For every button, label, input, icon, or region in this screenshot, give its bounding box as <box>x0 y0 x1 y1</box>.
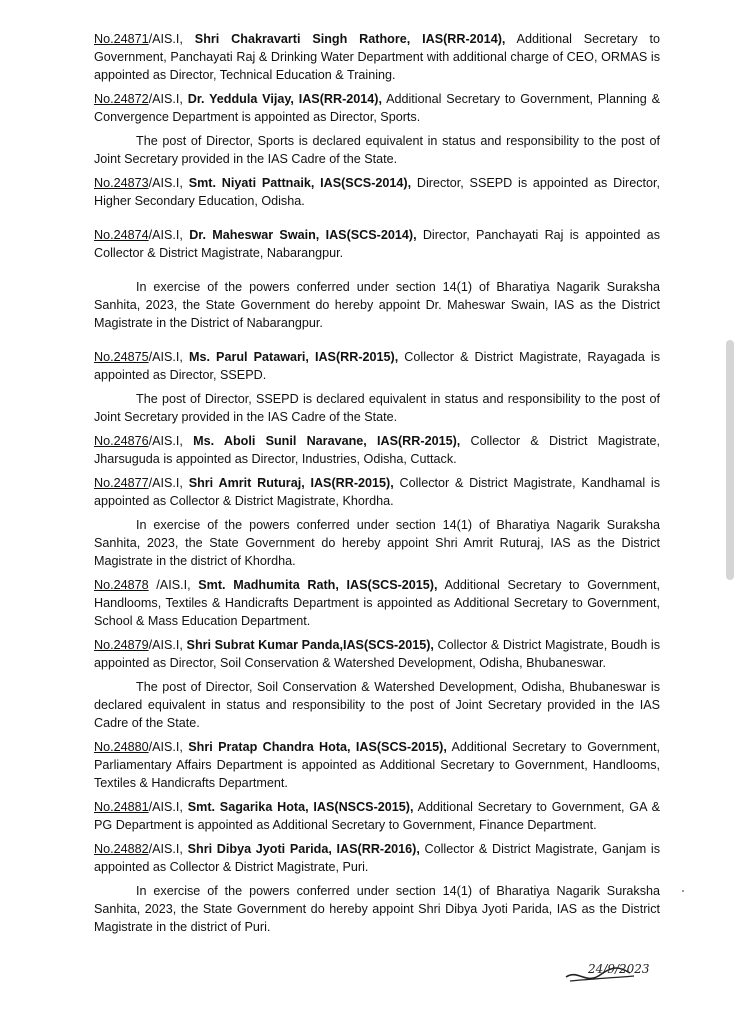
officer-name: Shri Amrit Ruturaj, IAS(RR-2015), <box>188 476 394 490</box>
officer-name: Shri Chakravarti Singh Rathore, IAS(RR-2014), <box>194 32 506 46</box>
order-text: Additional Secretary to Government, Planning & Convergence Department is appointed as Director, Sports. <box>94 92 660 124</box>
officer-name: Dr. Maheswar Swain, IAS(SCS-2014), <box>189 228 417 242</box>
order-entry <box>94 738 660 792</box>
order-prefix: /AIS.I, <box>148 842 188 856</box>
officer-name: Shri Pratap Chandra Hota, IAS(SCS-2015), <box>188 740 447 754</box>
spacer <box>94 338 660 348</box>
order-number: No.24882 <box>94 842 149 856</box>
order-prefix: /AIS.I, <box>148 350 189 364</box>
order-number: No.24871 <box>94 32 149 46</box>
officer-name: Shri Subrat Kumar Panda,IAS(SCS-2015), <box>186 638 434 652</box>
order-entry <box>94 576 660 630</box>
order-number: No.24880 <box>94 740 149 754</box>
order-prefix: /AIS.I, <box>148 228 190 242</box>
signature-date: 24/9/2023 <box>588 962 650 976</box>
scrollbar-thumb[interactable] <box>726 340 734 580</box>
order-prefix: /AIS.I, <box>148 578 199 592</box>
order-text: Collector & District Magistrate, Ganjam is appointed as Collector & District Magistrate, Puri. <box>94 842 660 874</box>
order-text: Director, SSEPD is appointed as Director, Higher Secondary Education, Odisha. <box>94 176 660 208</box>
order-number: No.24876 <box>94 434 149 448</box>
order-prefix: /AIS.I, <box>148 92 188 106</box>
order-text: Additional Secretary to Government, GA & PG Department is appointed as Additional Secretary to Government, Finance Department. <box>94 800 660 832</box>
officer-name: Smt. Sagarika Hota, IAS(NSCS-2015), <box>187 800 414 814</box>
order-entry <box>94 90 660 126</box>
order-entry <box>94 174 660 210</box>
officer-name: Smt. Madhumita Rath, IAS(SCS-2015), <box>198 578 438 592</box>
officer-name: Smt. Niyati Pattnaik, IAS(SCS-2014), <box>188 176 412 190</box>
order-number: No.24878 <box>94 578 149 592</box>
order-text: Additional Secretary to Government, Parliamentary Affairs Department is appointed as Additional Secretary to Government, Handlooms, Textiles & Handicrafts Department. <box>94 740 660 790</box>
order-text: Collector & District Magistrate, Boudh is appointed as Director, Soil Conservation & Watershed Development, Odisha, Bhubaneswar. <box>94 638 660 670</box>
order-prefix: /AIS.I, <box>148 740 189 754</box>
order-number: No.24873 <box>94 176 149 190</box>
order-prefix: /AIS.I, <box>148 32 195 46</box>
order-text: Collector & District Magistrate, Kandhamal is appointed as Collector & District Magistrate, Khordha. <box>94 476 660 508</box>
order-entry <box>94 432 660 468</box>
order-entry <box>94 226 660 262</box>
order-note: The post of Director, Sports is declared equivalent in status and responsibility to the post of Joint Secretary provided in the IAS Cadre of the State. <box>94 134 660 166</box>
order-prefix: /AIS.I, <box>148 176 189 190</box>
officer-name: Ms. Aboli Sunil Naravane, IAS(RR-2015), <box>193 434 461 448</box>
officer-name: Shri Dibya Jyoti Parida, IAS(RR-2016), <box>187 842 420 856</box>
spacer <box>94 216 660 226</box>
scan-speck <box>682 890 684 892</box>
officer-name: Ms. Parul Patawari, IAS(RR-2015), <box>188 350 399 364</box>
order-text: Collector & District Magistrate, Jharsuguda is appointed as Director, Industries, Odisha, Cuttack. <box>94 434 660 466</box>
order-entry <box>94 840 660 876</box>
order-prefix: /AIS.I, <box>148 800 188 814</box>
officer-name: Dr. Yeddula Vijay, IAS(RR-2014), <box>187 92 382 106</box>
order-number: No.24872 <box>94 92 149 106</box>
order-note: In exercise of the powers conferred under section 14(1) of Bharatiya Nagarik Suraksha Sanhita, 2023, the State Government do hereby appoint Shri Amrit Ruturaj, IAS as the District Magistrate in the district of Khordha. <box>94 518 660 568</box>
order-text: Additional Secretary to Government, Handlooms, Textiles & Handicrafts Department is appointed as Additional Secretary to Government, School & Mass Education Department. <box>94 578 661 628</box>
order-number: No.24881 <box>94 800 149 814</box>
order-note: In exercise of the powers conferred under section 14(1) of Bharatiya Nagarik Suraksha Sanhita, 2023, the State Government do hereby appoint Shri Dibya Jyoti Parida, IAS as the District Magistrate in the district of Puri. <box>94 884 660 934</box>
order-note: The post of Director, SSEPD is declared equivalent in status and responsibility to the post of Joint Secretary provided in the IAS Cadre of the State. <box>94 392 660 424</box>
spacer <box>94 268 660 278</box>
order-text: Additional Secretary to Government, Panchayati Raj & Drinking Water Department with additional charge of CEO, ORMAS is appointed as Director, Technical Education & Training. <box>94 32 660 82</box>
order-entry <box>94 474 660 510</box>
order-note: In exercise of the powers conferred under section 14(1) of Bharatiya Nagarik Suraksha Sanhita, 2023, the State Government do hereby appoint Dr. Maheswar Swain, IAS as the District Magistrate in the District of Nabarangpur. <box>94 280 660 330</box>
order-prefix: /AIS.I, <box>148 638 187 652</box>
order-text: Collector & District Magistrate, Rayagada is appointed as Director, SSEPD. <box>94 350 660 382</box>
order-entry <box>94 348 660 384</box>
notification-body <box>94 30 660 942</box>
order-text: Director, Panchayati Raj is appointed as Collector & District Magistrate, Nabarangpur. <box>94 228 660 260</box>
order-number: No.24879 <box>94 638 149 652</box>
order-note: The post of Director, Soil Conservation & Watershed Development, Odisha, Bhubaneswar is declared equivalent in status and responsibility to the post of Joint Secretary provided in the IAS Cadre of the State. <box>94 680 660 730</box>
order-number: No.24877 <box>94 476 149 490</box>
order-entry <box>94 636 660 672</box>
order-number: No.24874 <box>94 228 149 242</box>
order-entry <box>94 30 660 84</box>
order-number: No.24875 <box>94 350 149 364</box>
order-prefix: /AIS.I, <box>148 476 189 490</box>
order-prefix: /AIS.I, <box>148 434 194 448</box>
order-entry <box>94 798 660 834</box>
